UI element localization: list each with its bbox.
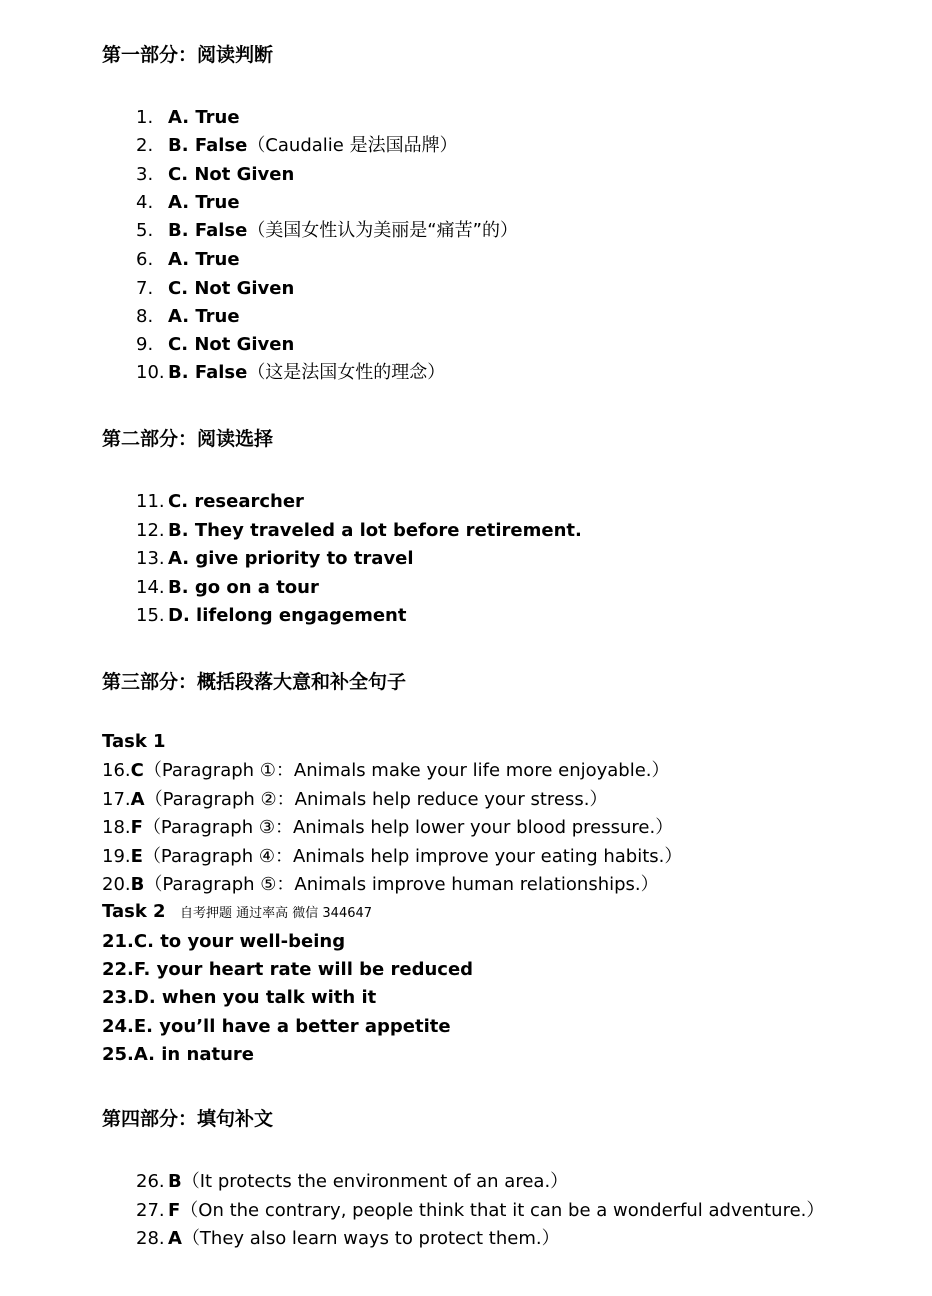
item-number: 22. <box>102 959 134 980</box>
answer-row-4 <box>136 191 240 215</box>
item-answer: A. True <box>168 192 240 213</box>
item-answer: F <box>130 817 143 838</box>
item-number: 3. <box>136 164 154 185</box>
watermark-text: 自考押题 通过率高 微信 344647 <box>180 906 373 921</box>
item-note: （Paragraph ①：Animals make your life more enjoyable.） <box>143 760 670 781</box>
item-answer: A <box>168 1228 182 1249</box>
item-number: 1. <box>136 107 154 128</box>
item-number: 13. <box>136 548 165 569</box>
item-number: 25. <box>102 1044 134 1065</box>
answer-row-3 <box>136 163 294 187</box>
part4-heading: 第四部分：填句补文 <box>102 1108 274 1130</box>
item-number: 6. <box>136 249 154 270</box>
item-answer: B <box>130 874 145 895</box>
item-answer: B. They traveled a lot before retirement. <box>168 520 582 541</box>
item-answer: E. you’ll have a better appetite <box>133 1016 451 1037</box>
part2-heading: 第二部分：阅读选择 <box>102 428 274 450</box>
item-number: 24. <box>102 1016 134 1037</box>
item-answer: C. Not Given <box>168 278 295 299</box>
item-answer: D. lifelong engagement <box>168 605 407 626</box>
item-number: 28. <box>136 1228 165 1249</box>
item-answer: A. in nature <box>133 1044 254 1065</box>
item-note: （这是法国女性的理念） <box>247 362 446 383</box>
item-number: 10. <box>136 362 165 383</box>
answer-row-1 <box>136 106 240 130</box>
item-note: （美国女性认为美丽是“痛苦”的） <box>247 220 518 241</box>
answer-row-12 <box>136 519 582 543</box>
answer-row-22 <box>102 958 473 982</box>
item-note: （Caudalie 是法国品牌） <box>247 135 458 156</box>
item-number: 4. <box>136 192 154 213</box>
answer-row-26 <box>136 1170 568 1194</box>
item-answer: A. give priority to travel <box>168 548 414 569</box>
answer-row-10 <box>136 361 445 385</box>
answer-row-7 <box>136 277 294 301</box>
item-answer: C <box>130 760 144 781</box>
item-answer: E <box>130 846 143 867</box>
answer-row-13 <box>136 547 414 571</box>
item-answer: D. when you talk with it <box>133 987 377 1008</box>
task1-label: Task 1 <box>102 731 166 752</box>
item-number: 9. <box>136 334 154 355</box>
item-note: （On the contrary, people think that it can be a wonderful adventure.） <box>180 1200 825 1221</box>
item-number: 18. <box>102 817 131 838</box>
answer-row-16 <box>102 759 670 783</box>
item-note: （It protects the environment of an area.） <box>181 1171 569 1192</box>
item-number: 2. <box>136 135 154 156</box>
item-answer: C. to your well-being <box>133 931 346 952</box>
item-answer: B. False <box>168 220 248 241</box>
answer-row-19 <box>102 845 682 869</box>
item-note: （They also learn ways to protect them.） <box>181 1228 560 1249</box>
task2-label: Task 2 <box>102 901 166 922</box>
item-number: 11. <box>136 491 165 512</box>
item-answer: A. True <box>168 306 240 327</box>
item-note: （Paragraph ④：Animals help improve your eating habits.） <box>142 846 683 867</box>
item-note: （Paragraph ⑤：Animals improve human relationships.） <box>144 874 659 895</box>
item-answer: A. True <box>168 249 240 270</box>
answer-row-11 <box>136 490 304 514</box>
item-answer: F <box>168 1200 181 1221</box>
answer-row-18 <box>102 816 673 840</box>
answer-row-23 <box>102 986 376 1010</box>
answer-row-27 <box>136 1199 824 1223</box>
item-answer: A <box>130 789 145 810</box>
item-answer: C. researcher <box>168 491 304 512</box>
item-number: 17. <box>102 789 131 810</box>
answer-row-17 <box>102 788 607 812</box>
item-number: 26. <box>136 1171 165 1192</box>
item-number: 12. <box>136 520 165 541</box>
answer-row-9 <box>136 333 294 357</box>
item-number: 7. <box>136 278 154 299</box>
answer-row-20 <box>102 873 659 897</box>
item-answer: C. Not Given <box>168 334 295 355</box>
part1-heading: 第一部分：阅读判断 <box>102 44 274 66</box>
item-answer: B. go on a tour <box>168 577 319 598</box>
answer-row-28 <box>136 1227 560 1251</box>
item-answer: B. False <box>168 362 248 383</box>
part3-heading: 第三部分：概括段落大意和补全句子 <box>102 671 407 693</box>
item-number: 15. <box>136 605 165 626</box>
answer-row-2 <box>136 134 458 158</box>
answer-row-8 <box>136 305 240 329</box>
item-number: 20. <box>102 874 131 895</box>
item-number: 23. <box>102 987 134 1008</box>
item-answer: B. False <box>168 135 248 156</box>
item-answer: B <box>168 1171 182 1192</box>
item-answer: A. True <box>168 107 240 128</box>
item-number: 19. <box>102 846 131 867</box>
item-answer: F. your heart rate will be reduced <box>133 959 474 980</box>
item-number: 5. <box>136 220 154 241</box>
item-answer: C. Not Given <box>168 164 295 185</box>
answer-row-14 <box>136 576 319 600</box>
answer-row-15 <box>136 604 406 628</box>
item-number: 16. <box>102 760 131 781</box>
item-number: 8. <box>136 306 154 327</box>
item-note: （Paragraph ②：Animals help reduce your stress.） <box>144 789 608 810</box>
answer-row-24 <box>102 1015 451 1039</box>
answer-row-6 <box>136 248 240 272</box>
item-number: 27. <box>136 1200 165 1221</box>
item-number: 14. <box>136 577 165 598</box>
item-note: （Paragraph ③：Animals help lower your blood pressure.） <box>142 817 674 838</box>
answer-row-25 <box>102 1043 254 1067</box>
item-number: 21. <box>102 931 134 952</box>
answer-row-5 <box>136 219 518 243</box>
answer-row-21 <box>102 930 345 954</box>
